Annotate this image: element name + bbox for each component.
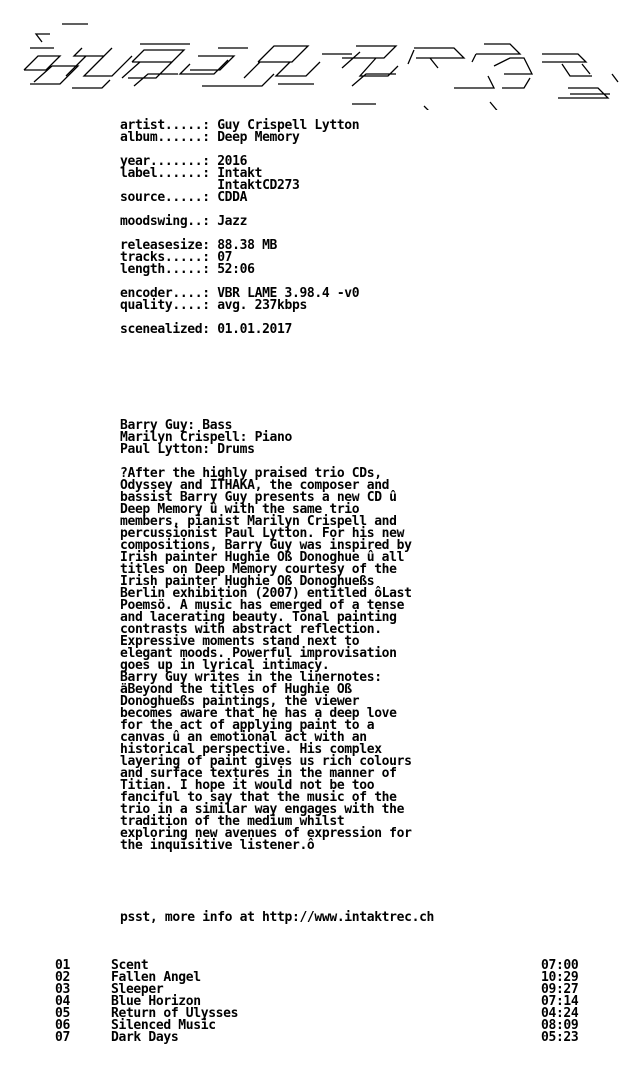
releasesize-value: 88.38 MB (217, 238, 278, 253)
source-value: CDDA (217, 190, 248, 205)
album-value: Deep Memory (217, 130, 300, 145)
more-info-line: psst, more info at http://www.intaktrec.ch (120, 910, 435, 925)
moodswing-value: Jazz (217, 214, 248, 229)
release-info: artist.....: Guy Crispell Lytton album......: Deep Memory year.......: 2016 label......: Intakt IntaktCD273 source.....: CDDA moodswing..: Jazz releasesize: 88.38 MB tracks.....: 07 length.....: 52:06 encoder....: VBR LAME 3.98.4 -v0 quality....: avg. 237kbps scenealized: 01.01.2017 (120, 118, 360, 337)
track-length: 10:29 (541, 970, 579, 985)
track-title: Scent (111, 958, 149, 973)
track-number: 06 (55, 1018, 70, 1033)
track-length: 05:23 (541, 1030, 579, 1045)
track-title: Blue Horizon (111, 994, 201, 1009)
track-length: 04:24 (541, 1006, 579, 1021)
tracklist (55, 960, 585, 1044)
album-description: ?After the highly praised trio CDs, Odyssey and ITHAKA, the composer and bassist Barry Guy presents a new CD û Deep Memory û with the same trio members, pianist Marilyn Crispell and percussionist Paul Lytton. For his new compositions, Barry Guy was inspired by Irish painter Hughie Oß Donoghue û all titles on Deep Memory courtesy of the Irish painter Hughie Oß Donoghueßs Berlin exhibition (2007) entitled ôLast Poemsö. A music has emerged of a tense and lacerating beauty. Tonal painting contrasts with abstract reflection. Expressive moments stand next to elegant moods. Powerful improvisation goes up in lyrical intimacy. Barry Guy writes in the linernotes: äBeyond the titles of Hughie Oß Donoghueßs paintings, the viewer becomes aware that he has a deep love for the act of applying paint to a canvas û an emotional act with an historical perspective. His complex layering of paint gives us rich colours and surface textures in the manner of Titian. I hope it would not be too fanciful to say that the music of the trio in a similar way engages with the tradition of the medium whilst exploring new avenues of expression for the inquisitive listener.ô (120, 466, 412, 853)
year-value: 2016 (217, 154, 248, 169)
track-title: Silenced Music (111, 1018, 216, 1033)
track-length: 09:27 (541, 982, 579, 997)
track-number: 02 (55, 970, 70, 985)
track-number: 03 (55, 982, 70, 997)
length-value: 52:06 (217, 262, 255, 277)
quality-value: avg. 237kbps (217, 298, 307, 313)
track-title: Dark Days (111, 1030, 179, 1045)
tracks-value: 07 (217, 250, 233, 265)
encoder-value: VBR LAME 3.98.4 -v0 (217, 286, 360, 301)
catalog-value: IntaktCD273 (217, 178, 300, 193)
track-title: Fallen Angel (111, 970, 201, 985)
track-number: 04 (55, 994, 70, 1009)
credits-list: Barry Guy: Bass Marilyn Crispell: Piano Paul Lytton: Drums (120, 418, 292, 457)
track-title: Return of Ulysses (111, 1006, 239, 1021)
scenealized-value: 01.01.2017 (217, 322, 292, 337)
track-number: 05 (55, 1006, 70, 1021)
track-number: 07 (55, 1030, 70, 1045)
track-length: 07:00 (541, 958, 579, 973)
track-length: 08:09 (541, 1018, 579, 1033)
track-length: 07:14 (541, 994, 579, 1009)
track-row (55, 1032, 585, 1044)
track-number: 01 (55, 958, 70, 973)
ascii-art-logo (22, 18, 622, 110)
track-title: Sleeper (111, 982, 164, 997)
artist-value: Guy Crispell Lytton (217, 118, 360, 133)
label-value: Intakt (217, 166, 263, 181)
